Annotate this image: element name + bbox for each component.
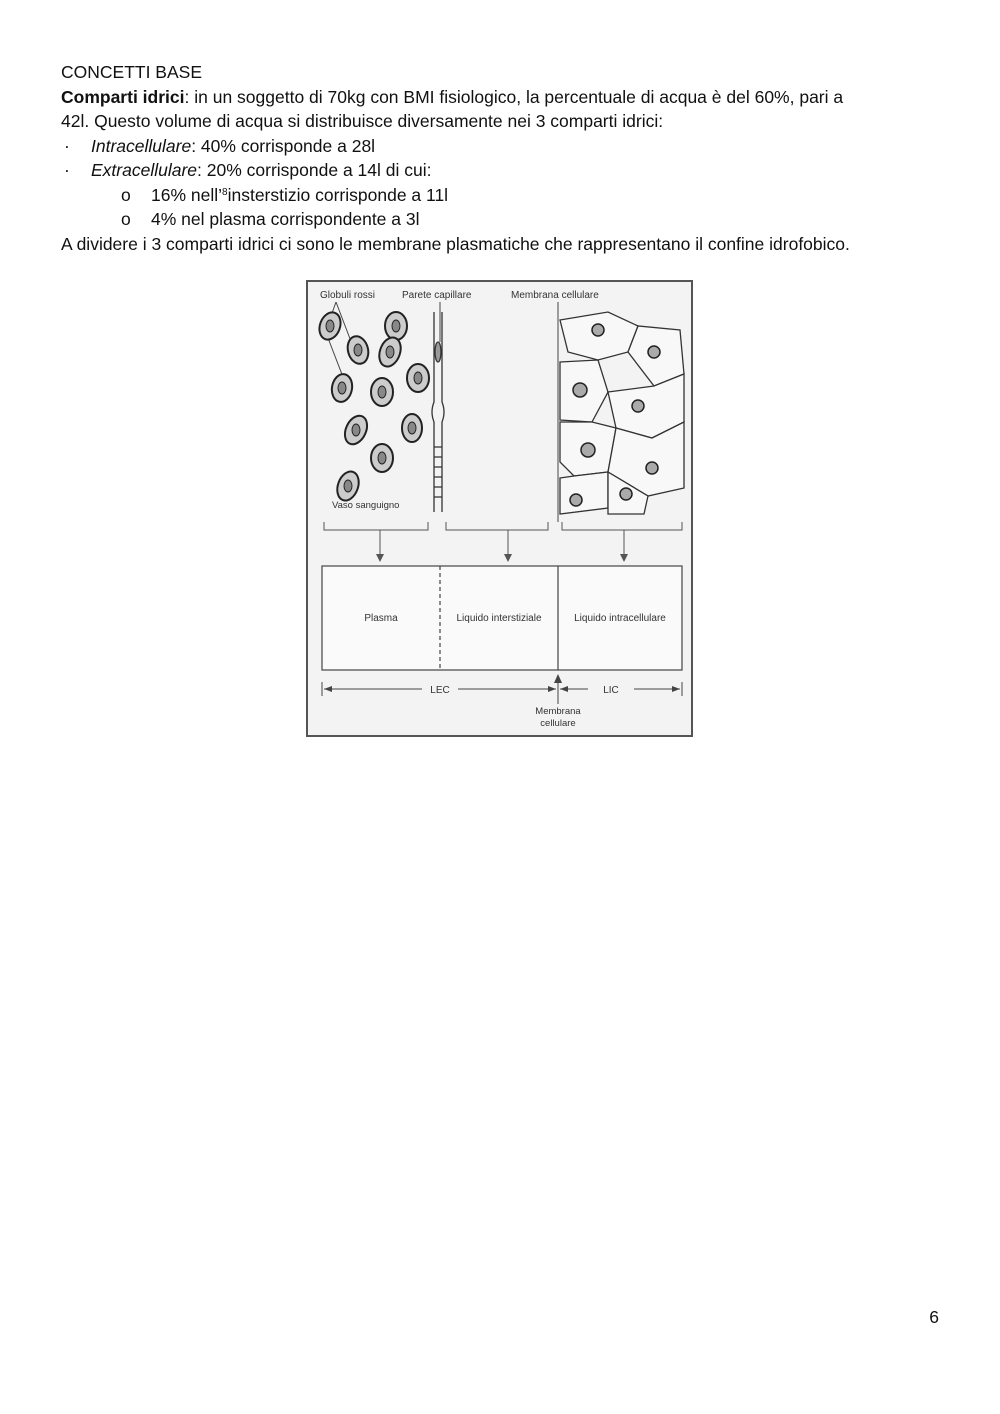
label-vaso-sanguigno: Vaso sanguigno [332, 500, 400, 511]
capillary-wall [432, 312, 444, 512]
label-plasma: Plasma [364, 613, 398, 624]
label-globuli-rossi: Globuli rossi [320, 290, 376, 301]
bullet-marker: · [64, 160, 70, 180]
footnote-marker: 8 [222, 186, 228, 198]
region-brackets [324, 522, 682, 558]
lec-lic-arrows [322, 678, 682, 704]
sub-bullet-text: 4% nel plasma corrispondente a 3l [151, 209, 420, 229]
intro-line-2: 42l. Questo volume di acqua si distribuisce diversamente nei 3 comparti idrici: [61, 111, 664, 131]
down-arrow-icons [376, 554, 628, 562]
label-parete-capillare: Parete capillare [402, 290, 472, 301]
bullet-text: : 20% corrisponde a 14l di cui: [197, 160, 432, 180]
sub-bullet-marker: o [121, 209, 131, 229]
bold-term: Comparti idrici [61, 86, 185, 107]
label-lec: LEC [430, 685, 450, 696]
bullet-term: Intracellulare [91, 135, 192, 156]
section-heading: CONCETTI BASE [61, 62, 202, 82]
intro-line-1-rest: : in un soggetto di 70kg con BMI fisiologico, la percentuale di acqua è del 60%, pari a [184, 86, 844, 107]
sub-bullet-text-after: insterstizio corrisponde a 11l [227, 184, 449, 205]
sub-bullet-text-before: 16% nell’ [151, 184, 223, 205]
label-membrana-bottom: Membrana [535, 706, 581, 717]
red-blood-cells [316, 309, 429, 503]
fluid-compartments-figure [306, 280, 693, 737]
body-text [61, 60, 941, 256]
bullet-term: Extracellulare [91, 160, 198, 180]
sub-bullet-marker: o [121, 184, 131, 205]
bullet-marker: · [64, 135, 70, 156]
label-liquido-interstiziale: Liquido interstiziale [456, 613, 542, 624]
sub-bullet-item [61, 183, 941, 208]
closing-line: A dividere i 3 comparti idrici ci sono le membrane plasmatiche che rappresentano il confine idrofobico. [61, 233, 850, 254]
page-number: 6 [929, 1307, 939, 1327]
sub-bullet-item [61, 207, 941, 232]
label-cellulare-bottom: cellulare [540, 718, 576, 729]
intro-line-1 [61, 85, 941, 110]
figure-drawing [308, 282, 691, 735]
bullet-text: : 40% corrisponde a 28l [191, 135, 376, 156]
tissue-cells [560, 312, 684, 514]
bullet-item [61, 134, 941, 159]
label-liquido-intracellulare: Liquido intracellulare [574, 613, 666, 624]
label-lic: LIC [603, 685, 619, 696]
label-membrana-cellulare-top: Membrana cellulare [511, 290, 599, 301]
bullet-item [61, 158, 941, 183]
